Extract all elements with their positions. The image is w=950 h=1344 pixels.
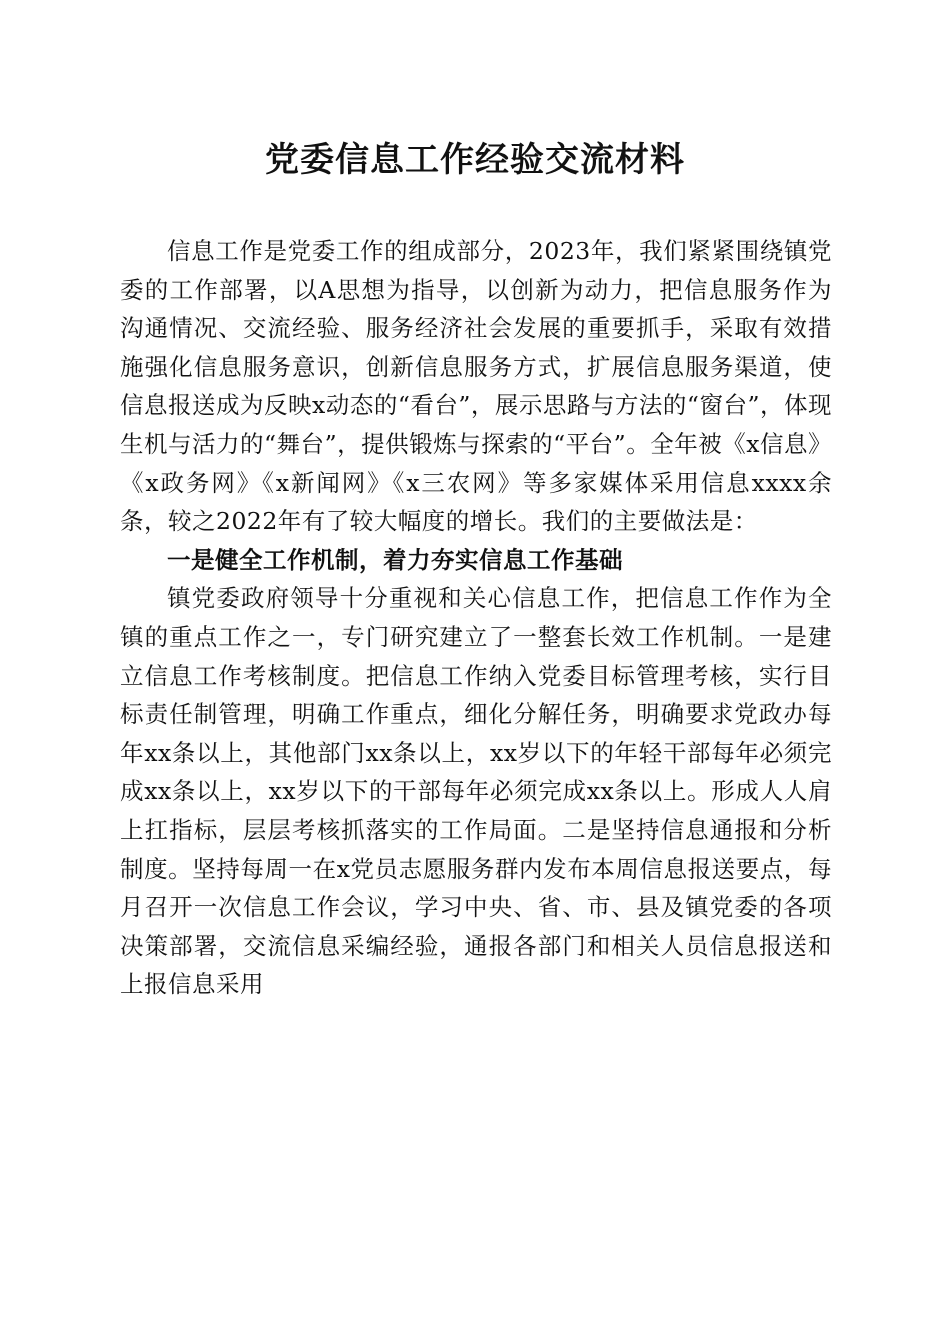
document-body — [120, 232, 832, 1004]
document-title: 党委信息工作经验交流材料 — [265, 140, 685, 180]
section-paragraph: 镇党委政府领导十分重视和关心信息工作，把信息工作作为全镇的重点工作之一，专门研究建立了一整套长效工作机制。一是建立信息工作考核制度。把信息工作纳入党委目标管理考核，实行目标责任制管理，明确工作重点，细化分解任务，明确要求党政办每年xx条以上，其他部门xx条以上，xx岁以下的年轻干部每年必须完成xx条以上，xx岁以下的干部每年必须完成xx条以上。形成人人肩上扛指标，层层考核抓落实的工作局面。二是坚持信息通报和分析制度。坚持每周一在x党员志愿服务群内发布本周信息报送要点，每月召开一次信息工作会议，学习中央、省、市、县及镇党委的各项决策部署，交流信息采编经验，通报各部门和相关人员信息报送和上报信息采用 — [120, 584, 832, 999]
intro-paragraph: 信息工作是党委工作的组成部分，2023年，我们紧紧围绕镇党委的工作部署，以A思想为指导，以创新为动力，把信息服务作为沟通情况、交流经验、服务经济社会发展的重要抓手，采取有效措施强化信息服务意识，创新信息服务方式，扩展信息服务渠道，使信息报送成为反映x动态的“看台”，展示思路与方法的“窗台”，体现生机与活力的“舞台”，提供锻炼与探索的“平台”。全年被《x信息》《x政务网》《x新闻网》《x三农网》等多家媒体采用信息xxxx余条，较之2022年有了较大幅度的增长。我们的主要做法是： — [120, 237, 832, 536]
section-heading: 一是健全工作机制，着力夯实信息工作基础 — [167, 545, 623, 574]
